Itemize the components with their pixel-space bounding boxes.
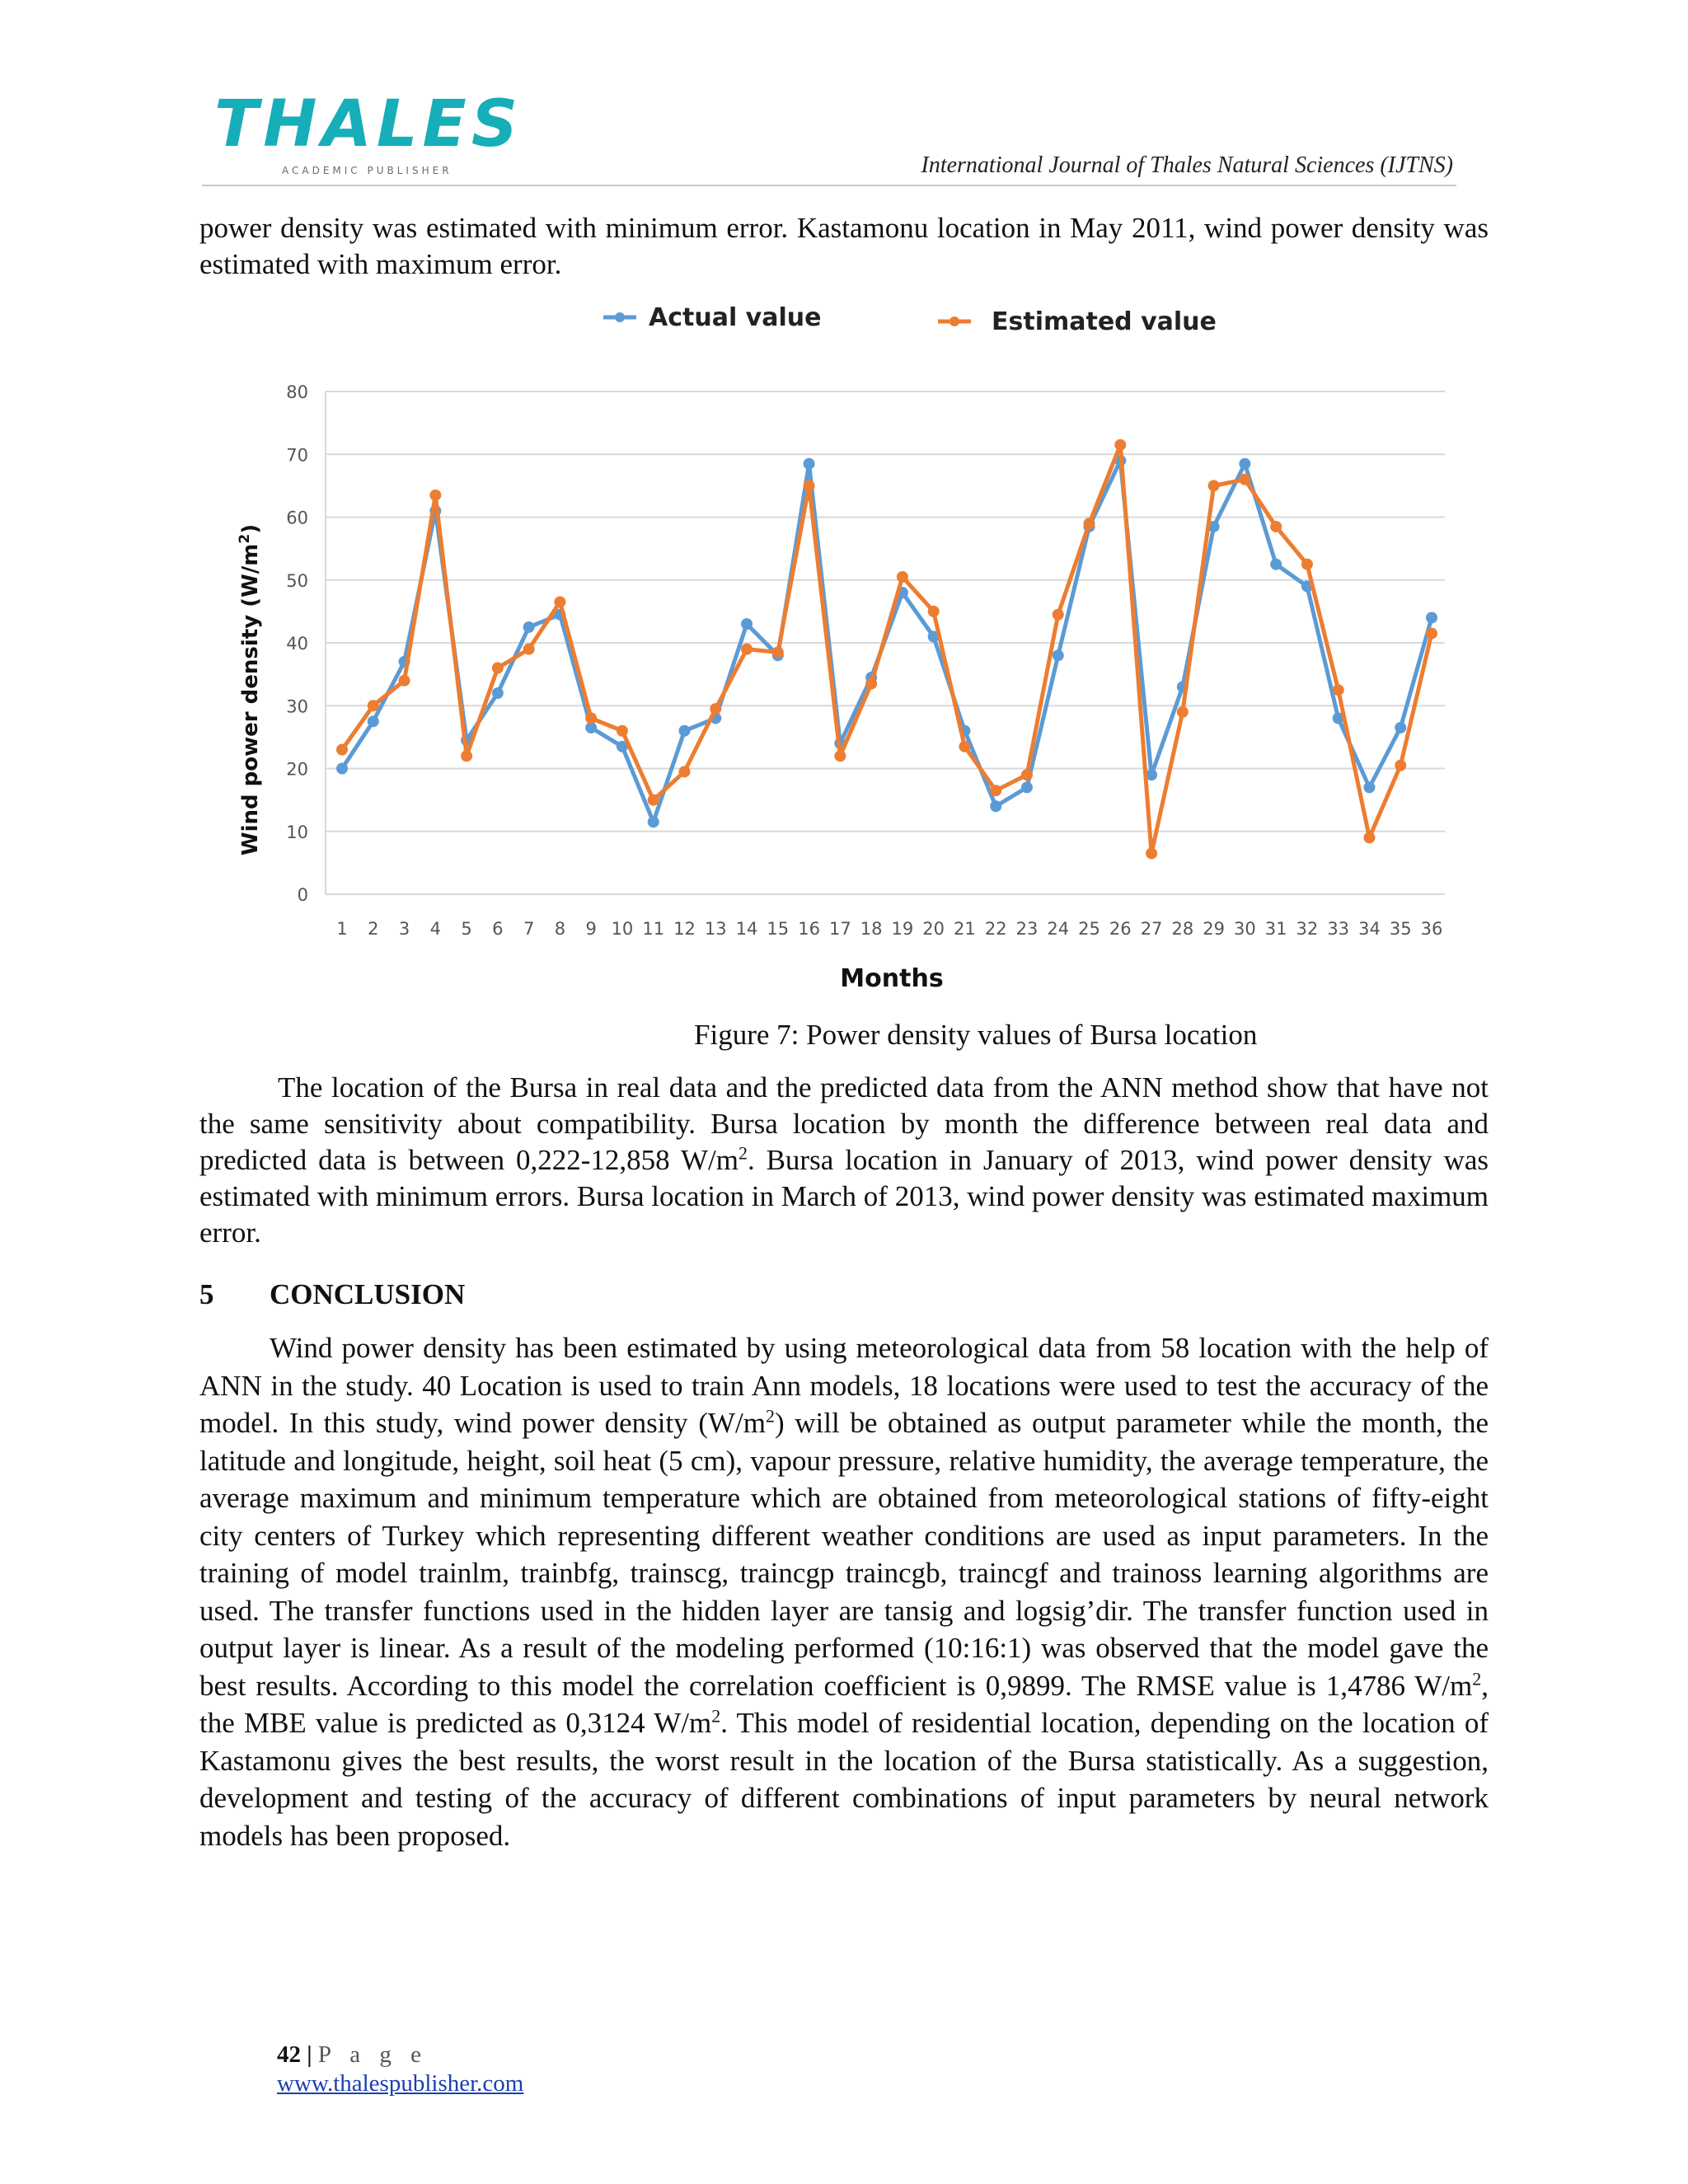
x-tick-label: 4 xyxy=(429,919,442,939)
point-estimated xyxy=(1053,609,1064,621)
point-estimated xyxy=(1208,480,1220,491)
point-actual xyxy=(1426,612,1437,624)
x-tick-label: 35 xyxy=(1389,919,1412,939)
y-tick-label: 80 xyxy=(286,382,308,402)
y-axis-label: Wind power density $(W/m^2)$ xyxy=(237,523,263,856)
x-tick-label: 33 xyxy=(1327,919,1350,939)
x-tick-label: 1 xyxy=(336,919,348,939)
point-estimated xyxy=(1084,518,1095,529)
point-estimated xyxy=(1426,628,1437,640)
y-tick-label: 10 xyxy=(286,822,308,842)
legend-item-estimated xyxy=(938,307,1217,336)
point-actual xyxy=(492,687,504,699)
chart-legend xyxy=(603,303,1217,336)
x-tick-label: 16 xyxy=(798,919,820,939)
x-tick-label: 24 xyxy=(1047,919,1070,939)
x-tick-label: 5 xyxy=(461,919,472,939)
point-estimated xyxy=(399,675,410,687)
point-actual xyxy=(1363,781,1375,793)
point-estimated xyxy=(1301,559,1313,570)
logo-subtitle: ACADEMIC PUBLISHER xyxy=(282,165,452,176)
section-title: CONCLUSION xyxy=(270,1278,466,1310)
x-tick-label: 34 xyxy=(1358,919,1381,939)
x-tick-label: 12 xyxy=(673,919,696,939)
point-actual xyxy=(741,618,753,630)
point-estimated xyxy=(804,480,815,491)
x-tick-label: 18 xyxy=(860,919,883,939)
y-tick-label: 50 xyxy=(286,570,308,591)
point-estimated xyxy=(1395,760,1406,771)
point-estimated xyxy=(710,703,721,715)
x-tick-label: 36 xyxy=(1420,919,1443,939)
figure-caption: Figure 7: Power density values of Bursa location xyxy=(694,1019,1258,1051)
chart-container xyxy=(239,293,1467,997)
point-actual xyxy=(678,725,690,737)
x-tick-label: 27 xyxy=(1140,919,1163,939)
point-actual xyxy=(368,715,379,727)
paragraph-top: power density was estimated with minimum error. Kastamonu location in May 2011, wind power density was estimated with maximum error. xyxy=(199,212,1489,280)
point-estimated xyxy=(368,700,379,711)
legend-marker-estimated xyxy=(950,316,959,326)
x-tick-label: 9 xyxy=(585,919,597,939)
x-tick-label: 6 xyxy=(492,919,504,939)
point-estimated xyxy=(617,725,628,737)
logo-wordmark: THALES xyxy=(214,87,523,162)
point-estimated xyxy=(461,750,472,762)
x-tick-label: 17 xyxy=(828,919,851,939)
point-estimated xyxy=(429,490,441,501)
point-estimated xyxy=(772,646,784,658)
x-tick-label: 14 xyxy=(735,919,758,939)
y-tick-label: 0 xyxy=(297,885,308,905)
legend-marker-actual xyxy=(615,312,625,322)
point-estimated xyxy=(928,606,940,617)
x-tick-label: 8 xyxy=(554,919,566,939)
section-heading xyxy=(199,1277,465,1313)
legend-item-actual xyxy=(603,303,821,332)
x-tick-label: 30 xyxy=(1234,919,1256,939)
y-tick-label: 30 xyxy=(286,696,308,717)
point-actual xyxy=(1395,722,1406,733)
point-actual xyxy=(1021,781,1033,793)
x-tick-label: 15 xyxy=(767,919,790,939)
point-estimated xyxy=(741,644,753,655)
line-chart xyxy=(239,293,1467,997)
point-estimated xyxy=(554,596,565,607)
header-divider xyxy=(202,185,1456,186)
series-line-estimated xyxy=(342,445,1432,854)
x-tick-label: 31 xyxy=(1264,919,1287,939)
point-actual xyxy=(1053,649,1064,661)
section-number: 5 xyxy=(199,1278,214,1310)
x-tick-label: 3 xyxy=(398,919,410,939)
x-tick-label: 13 xyxy=(704,919,727,939)
point-estimated xyxy=(1146,847,1157,859)
point-estimated xyxy=(1239,474,1250,485)
point-estimated xyxy=(678,766,690,777)
point-estimated xyxy=(648,794,659,806)
x-tick-label: 25 xyxy=(1078,919,1100,939)
legend-label-estimated: Estimated value xyxy=(992,307,1217,336)
x-tick-label: 20 xyxy=(922,919,945,939)
x-tick-label: 2 xyxy=(368,919,379,939)
x-tick-label: 21 xyxy=(954,919,976,939)
x-tick-label: 19 xyxy=(891,919,914,939)
point-estimated xyxy=(990,785,1001,796)
point-actual xyxy=(804,458,815,470)
point-estimated xyxy=(865,678,877,690)
point-actual xyxy=(1270,559,1282,570)
paragraph-conclusion: Wind power density has been estimated by using meteorological data from 58 location with the help of ANN in the study. 40 Location is used to train Ann models, 18 locations were used to test the accuracy of the model. In this study, wind power density $(W/m^2)$ will be obtained as output parameter while the month, the latitude and longitude, height, soil heat (5 cm), vapour pressure, relative humidity, the average temperature, the average maximum and minimum temperature which are obtained from meteorological stations of fifty-eight city centers of Turkey which representing different weather conditions are used as input parameters. In the training of model trainlm, trainbfg, trainscg, traincgp traincgb, traincgf and trainoss learning algorithms are used. The transfer functions used in the hidden layer are tansig and logsig’dir. The transfer function used in output layer is linear. As a result of the modeling performed (10:16:1) was observed that the model gave the best results. According to this model the correlation coefficient is 0,9899. The RMSE value is 1,4786 $W/m^2$, the MBE value is predicted as 0,3124 $W/m^2$. This model of residential location, depending on the location of Kastamonu gives the best results, the worst result in the location of the Bursa statistically. As a suggestion, development and testing of the accuracy of different combinations of input parameters by neural network models has been proposed. xyxy=(199,1332,1489,1852)
x-tick-label: 22 xyxy=(984,919,1007,939)
point-estimated xyxy=(1114,439,1126,451)
point-estimated xyxy=(523,644,535,655)
point-estimated xyxy=(834,750,846,762)
point-actual xyxy=(523,621,535,633)
x-tick-label: 7 xyxy=(523,919,535,939)
x-tick-label: 28 xyxy=(1171,919,1194,939)
point-estimated xyxy=(1021,769,1033,780)
y-tick-label: 40 xyxy=(286,634,308,654)
y-tick-label: 70 xyxy=(286,445,308,466)
x-axis-label: Months xyxy=(840,964,944,993)
point-estimated xyxy=(897,571,908,583)
point-actual xyxy=(336,763,348,775)
point-actual xyxy=(1239,458,1250,470)
x-tick-label: 32 xyxy=(1296,919,1319,939)
y-tick-label: 20 xyxy=(286,759,308,780)
x-tick-label: 29 xyxy=(1203,919,1225,939)
point-estimated xyxy=(492,663,504,674)
page-number: 42 | P a g e xyxy=(277,2041,428,2068)
point-estimated xyxy=(336,744,348,756)
journal-title: International Journal of Thales Natural Sciences (IJTNS) xyxy=(921,152,1453,178)
point-estimated xyxy=(1363,832,1375,843)
point-estimated xyxy=(585,713,597,724)
paragraph-bursa: The location of the Bursa in real data and the predicted data from the ANN method show that have not the same sensitivity about compatibility. Bursa location by month the difference between real data and predicted data is between 0,222-12,858 $W/m^2$. Bursa location in January of 2013, wind power density was estimated with minimum errors. Bursa location in March of 2013, wind power density was estimated maximum error. xyxy=(199,1071,1489,1249)
point-estimated xyxy=(1177,706,1189,718)
chart-series xyxy=(336,439,1437,860)
point-actual xyxy=(990,800,1001,812)
point-estimated xyxy=(959,741,970,752)
point-actual xyxy=(648,816,659,827)
point-estimated xyxy=(1270,521,1282,532)
publisher-link[interactable]: www.thalespublisher.com xyxy=(277,2070,524,2097)
x-tick-label: 26 xyxy=(1109,919,1132,939)
x-axis-ticks xyxy=(336,919,1442,939)
x-tick-label: 23 xyxy=(1015,919,1039,939)
x-tick-label: 11 xyxy=(642,919,665,939)
y-axis-ticks xyxy=(286,382,308,905)
point-estimated xyxy=(1333,684,1344,696)
legend-label-actual: Actual value xyxy=(649,303,822,332)
x-tick-label: 10 xyxy=(611,919,634,939)
y-tick-label: 60 xyxy=(286,508,308,528)
publisher-logo xyxy=(183,87,523,183)
